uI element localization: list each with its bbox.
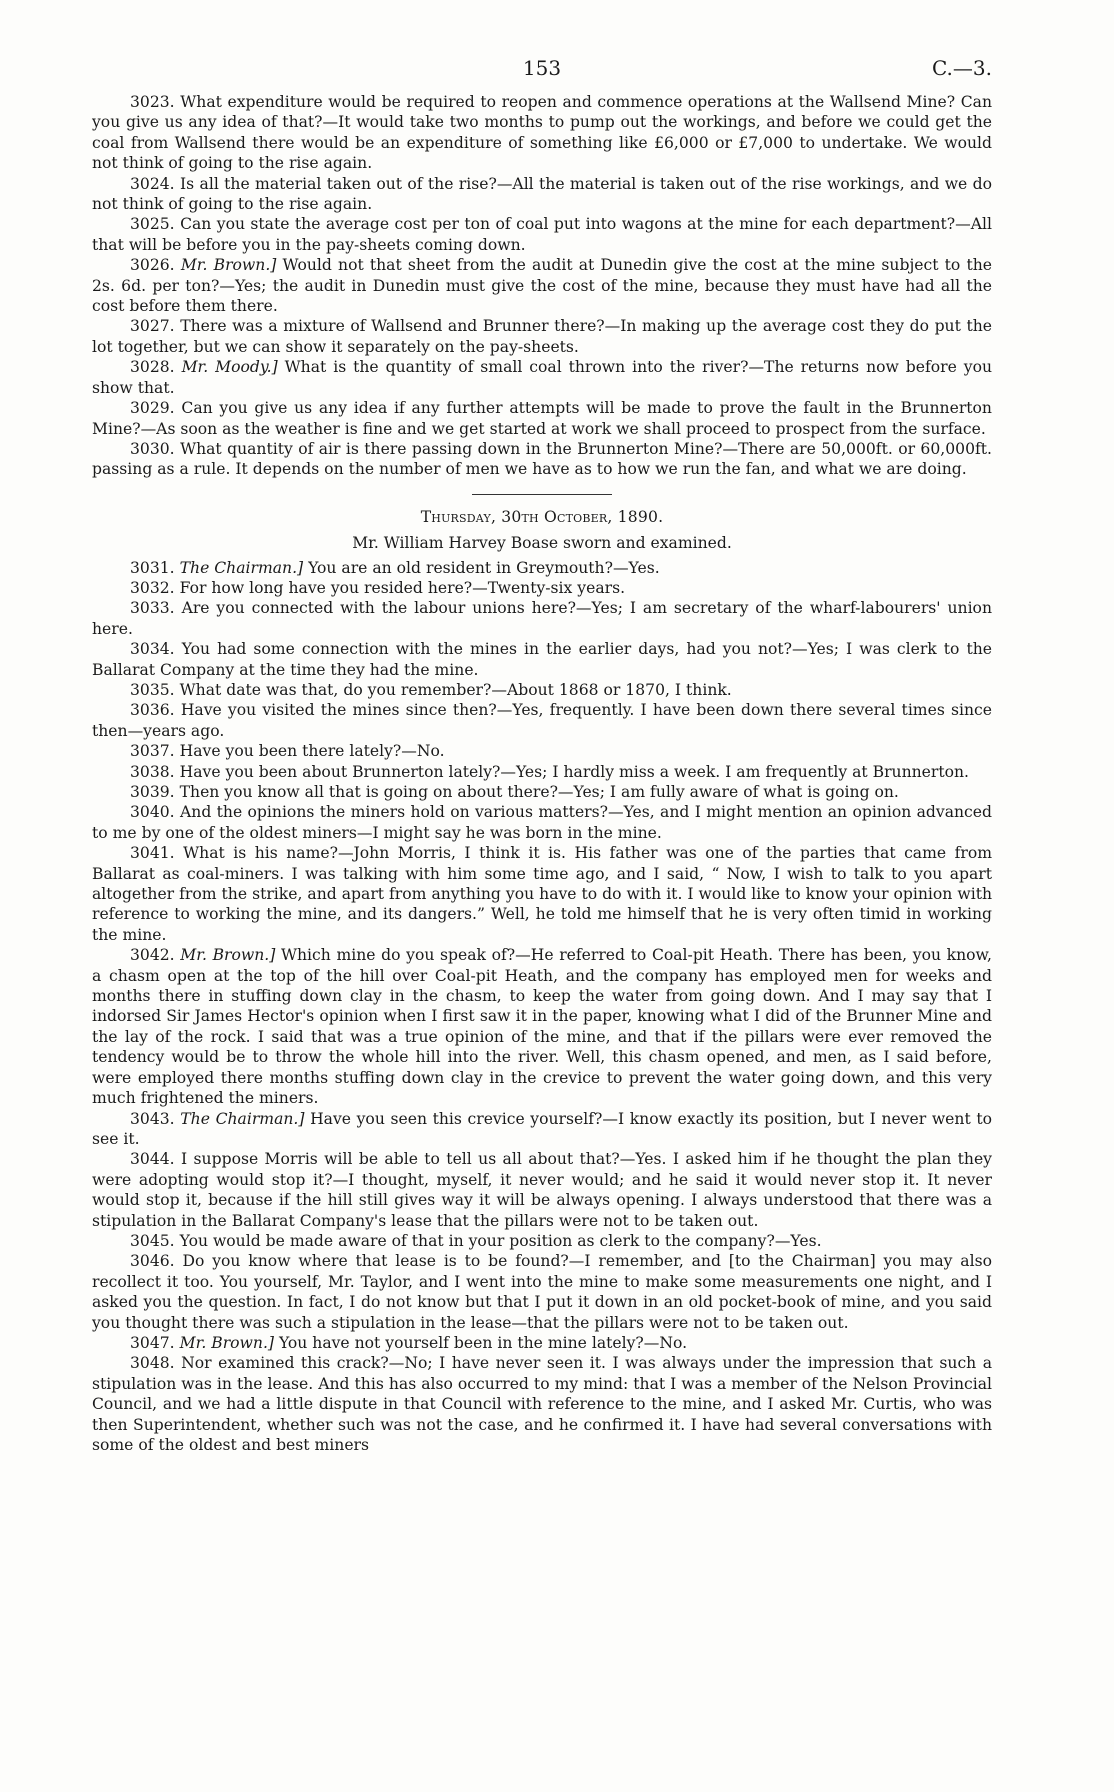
testimony-text: Have you been about Brunnerton lately?—Yes; I hardly miss a week. I am frequently at Brunnerton. bbox=[179, 762, 970, 781]
document-reference: C.—3. bbox=[931, 56, 992, 80]
testimony-paragraph bbox=[92, 598, 992, 639]
question-number: 3027. bbox=[130, 317, 175, 336]
question-number: 3041. bbox=[130, 844, 175, 863]
document-page bbox=[92, 56, 992, 1455]
testimony-paragraph bbox=[92, 92, 992, 174]
question-number: 3046. bbox=[130, 1252, 175, 1271]
speaker-name: The Chairman.] bbox=[180, 1109, 305, 1128]
testimony-text: Is all the material taken out of the rise?—All the material is taken out of the rise workings, and we do not think of going to the rise again. bbox=[92, 174, 992, 214]
testimony-paragraph bbox=[92, 782, 992, 802]
testimony-text: You are an old resident in Greymouth?—Yes. bbox=[308, 558, 660, 577]
question-number: 3043. bbox=[130, 1109, 175, 1128]
testimony-paragraph bbox=[92, 680, 992, 700]
testimony-text: Have you been there lately?—No. bbox=[179, 742, 445, 761]
question-number: 3028. bbox=[130, 358, 175, 377]
section-divider bbox=[472, 494, 612, 495]
question-number: 3048. bbox=[130, 1354, 175, 1373]
question-number: 3029. bbox=[130, 399, 175, 418]
question-number: 3032. bbox=[130, 578, 175, 597]
page-number: 153 bbox=[522, 56, 562, 80]
question-number: 3025. bbox=[130, 215, 175, 234]
document-body bbox=[92, 92, 992, 1455]
testimony-paragraph bbox=[92, 398, 992, 439]
testimony-paragraph bbox=[92, 700, 992, 741]
testimony-paragraph bbox=[92, 558, 992, 578]
testimony-text: What is the quantity of small coal thrown into the river?—The returns now before you show that. bbox=[92, 358, 992, 397]
question-number: 3026. bbox=[130, 256, 175, 275]
question-number: 3047. bbox=[130, 1333, 175, 1352]
testimony-text: I suppose Morris will be able to tell us all about that?—Yes. I asked him if he thought the plan they were adopting would stop it?—I thought, myself, it never would; and he said it would never stop it. It never would stop it, because if the hill still gives way it will be always opening. I always understood that there was a stipulation in the Ballarat Company's lease that the pillars were not to be taken out. bbox=[92, 1150, 992, 1230]
question-number: 3034. bbox=[130, 640, 175, 659]
question-number: 3039. bbox=[130, 783, 175, 801]
testimony-text: What quantity of air is there passing down in the Brunnerton Mine?—There are 50,000ft. or 60,000ft. passing as a rule. It depends on the number of men we have as to how we run the fan, and what we are doing. bbox=[92, 439, 992, 479]
question-number: 3038. bbox=[130, 762, 175, 781]
testimony-text: You would be made aware of that in your position as clerk to the company?—Yes. bbox=[179, 1231, 822, 1250]
testimony-text: What is his name?—John Morris, I think it is. His father was one of the parties that came from Ballarat as coal-miners. I was talking with him some time ago, and I said, “ Now, I wish to talk to you apart altogether from the strike, and apart from anything you have to do with it. I would like to know your opinion with reference to working the mine, and its dangers.” Well, he told me himself that he is very often timid in working the mine. bbox=[92, 844, 992, 944]
question-number: 3042. bbox=[130, 946, 175, 965]
speaker-name: Mr. Moody.] bbox=[181, 358, 278, 377]
testimony-text: And the opinions the miners hold on various matters?—Yes, and I might mention an opinion advanced to me by one of the oldest miners—I might say he was born in the mine. bbox=[92, 803, 992, 842]
testimony-text: Then you know all that is going on about there?—Yes; I am fully aware of what is going on. bbox=[179, 783, 899, 801]
testimony-paragraph bbox=[92, 639, 992, 680]
testimony-paragraph bbox=[92, 578, 992, 598]
testimony-text: You have not yourself been in the mine lately?—No. bbox=[278, 1333, 688, 1352]
speaker-name: Mr. Brown.] bbox=[180, 946, 276, 965]
question-number: 3037. bbox=[130, 742, 175, 761]
question-number: 3044. bbox=[130, 1150, 175, 1169]
testimony-text: Which mine do you speak of?—He referred to Coal-pit Heath. There has been, you know, a chasm open at the top of the hill over Coal-pit Heath, and the company has employed men for weeks and months there in stuffing down clay in the chasm, to keep the water from going down. And I may say that I indorsed Sir James Hector's opinion when I first saw it in the paper, knowing what I did of the Brunner Mine and the lay of the rock. I said that was a true opinion of the mine, and that if the pillars were ever removed the tendency would be to throw the whole hill into the river. Well, this chasm opened, and men, as I said before, were employed there months stuffing down clay in the crevice to prevent the water going down, and this very much frightened the miners. bbox=[92, 946, 992, 1108]
testimony-text: Can you state the average cost per ton of coal put into wagons at the mine for each department?—All that will be before you in the pay-sheets coming down. bbox=[92, 215, 992, 254]
testimony-paragraph bbox=[92, 1149, 992, 1231]
speaker-name: Mr. Brown.] bbox=[179, 1333, 274, 1352]
testimony-paragraph bbox=[92, 1109, 992, 1150]
testimony-text: There was a mixture of Wallsend and Brunner there?—In making up the average cost they do put the lot together, but we can show it separately on the pay-sheets. bbox=[92, 317, 992, 356]
testimony-paragraph bbox=[92, 741, 992, 761]
testimony-paragraph bbox=[92, 1251, 992, 1333]
testimony-paragraph bbox=[92, 316, 992, 357]
section-witness: Mr. William Harvey Boase sworn and examined. bbox=[352, 534, 732, 553]
testimony-text: Would not that sheet from the audit at Dunedin give the cost at the mine subject to the 2s. 6d. per ton?—Yes; the audit in Dunedin must give the cost of the mine, because they must have had all the cost before them there. bbox=[92, 256, 992, 316]
testimony-paragraph bbox=[92, 762, 992, 782]
speaker-name: The Chairman.] bbox=[179, 558, 304, 577]
testimony-text: Do you know where that lease is to be found?—I remember, and [to the Chairman] you may also recollect it too. You yourself, Mr. Taylor, and I went into the mine to make some measurements one night, and I asked you the question. In fact, I do not know but that I put it down in an old pocket-book of mine, and you said you thought there was such a stipulation in the lease—that the pillars were not to be taken out. bbox=[92, 1252, 992, 1332]
testimony-paragraph bbox=[92, 1353, 992, 1455]
page-header bbox=[92, 56, 992, 92]
testimony-text: For how long have you resided here?—Twenty-six years. bbox=[179, 578, 626, 597]
testimony-paragraph bbox=[92, 357, 992, 398]
testimony-text: Have you visited the mines since then?—Yes, frequently. I have been down there several times since then—years ago. bbox=[92, 701, 992, 740]
speaker-name: Mr. Brown.] bbox=[180, 256, 277, 275]
testimony-paragraph bbox=[92, 843, 992, 945]
question-number: 3030. bbox=[130, 439, 175, 458]
question-number: 3024. bbox=[130, 174, 175, 193]
testimony-paragraph bbox=[92, 802, 992, 843]
question-number: 3031. bbox=[130, 558, 175, 577]
question-number: 3023. bbox=[130, 93, 175, 111]
question-number: 3040. bbox=[130, 803, 175, 822]
question-number: 3036. bbox=[130, 701, 175, 720]
testimony-block-before bbox=[92, 92, 992, 480]
testimony-paragraph bbox=[92, 439, 992, 480]
testimony-text: Are you connected with the labour unions here?—Yes; I am secretary of the wharf-labourers' union here. bbox=[92, 599, 992, 638]
testimony-text: You had some connection with the mines in the earlier days, had you not?—Yes; I was clerk to the Ballarat Company at the time they had the mine. bbox=[92, 640, 992, 679]
testimony-text: What date was that, do you remember?—About 1868 or 1870, I think. bbox=[179, 680, 732, 699]
testimony-paragraph bbox=[92, 945, 992, 1108]
testimony-block-after bbox=[92, 558, 992, 1456]
testimony-text: What expenditure would be required to reopen and commence operations at the Wallsend Mine? Can you give us any idea of that?—It would take two months to pump out the workings, and before we could get the coal from Wallsend there would be an expenditure of something like £6,000 or £7,000 to undertake. We would not think of going to the rise again. bbox=[92, 93, 992, 173]
testimony-text: Can you give us any idea if any further attempts will be made to prove the fault in the Brunnerton Mine?—As soon as the weather is fine and we get started at work we shall proceed to prospect from the surface. bbox=[92, 399, 992, 438]
testimony-paragraph bbox=[92, 174, 992, 215]
testimony-paragraph bbox=[92, 214, 992, 255]
question-number: 3033. bbox=[130, 599, 175, 618]
question-number: 3035. bbox=[130, 680, 175, 699]
testimony-text: Have you seen this crevice yourself?—I know exactly its position, but I never went to see it. bbox=[92, 1109, 992, 1148]
testimony-paragraph bbox=[92, 255, 992, 316]
testimony-paragraph bbox=[92, 1333, 992, 1353]
question-number: 3045. bbox=[130, 1231, 175, 1250]
testimony-text: Nor examined this crack?—No; I have never seen it. I was always under the impression that such a stipulation was in the lease. And this has also occurred to my mind: that I was a member of the Nelson Provincial Council, and we had a little dispute in that Council with reference to the mine, and I asked Mr. Curtis, who was then Superintendent, whether such was not the case, and he confirmed it. I have had several conversations with some of the oldest and best miners bbox=[92, 1354, 992, 1454]
section-date: Thursday, 30th October, 1890. bbox=[420, 507, 664, 526]
testimony-paragraph bbox=[92, 1231, 992, 1251]
